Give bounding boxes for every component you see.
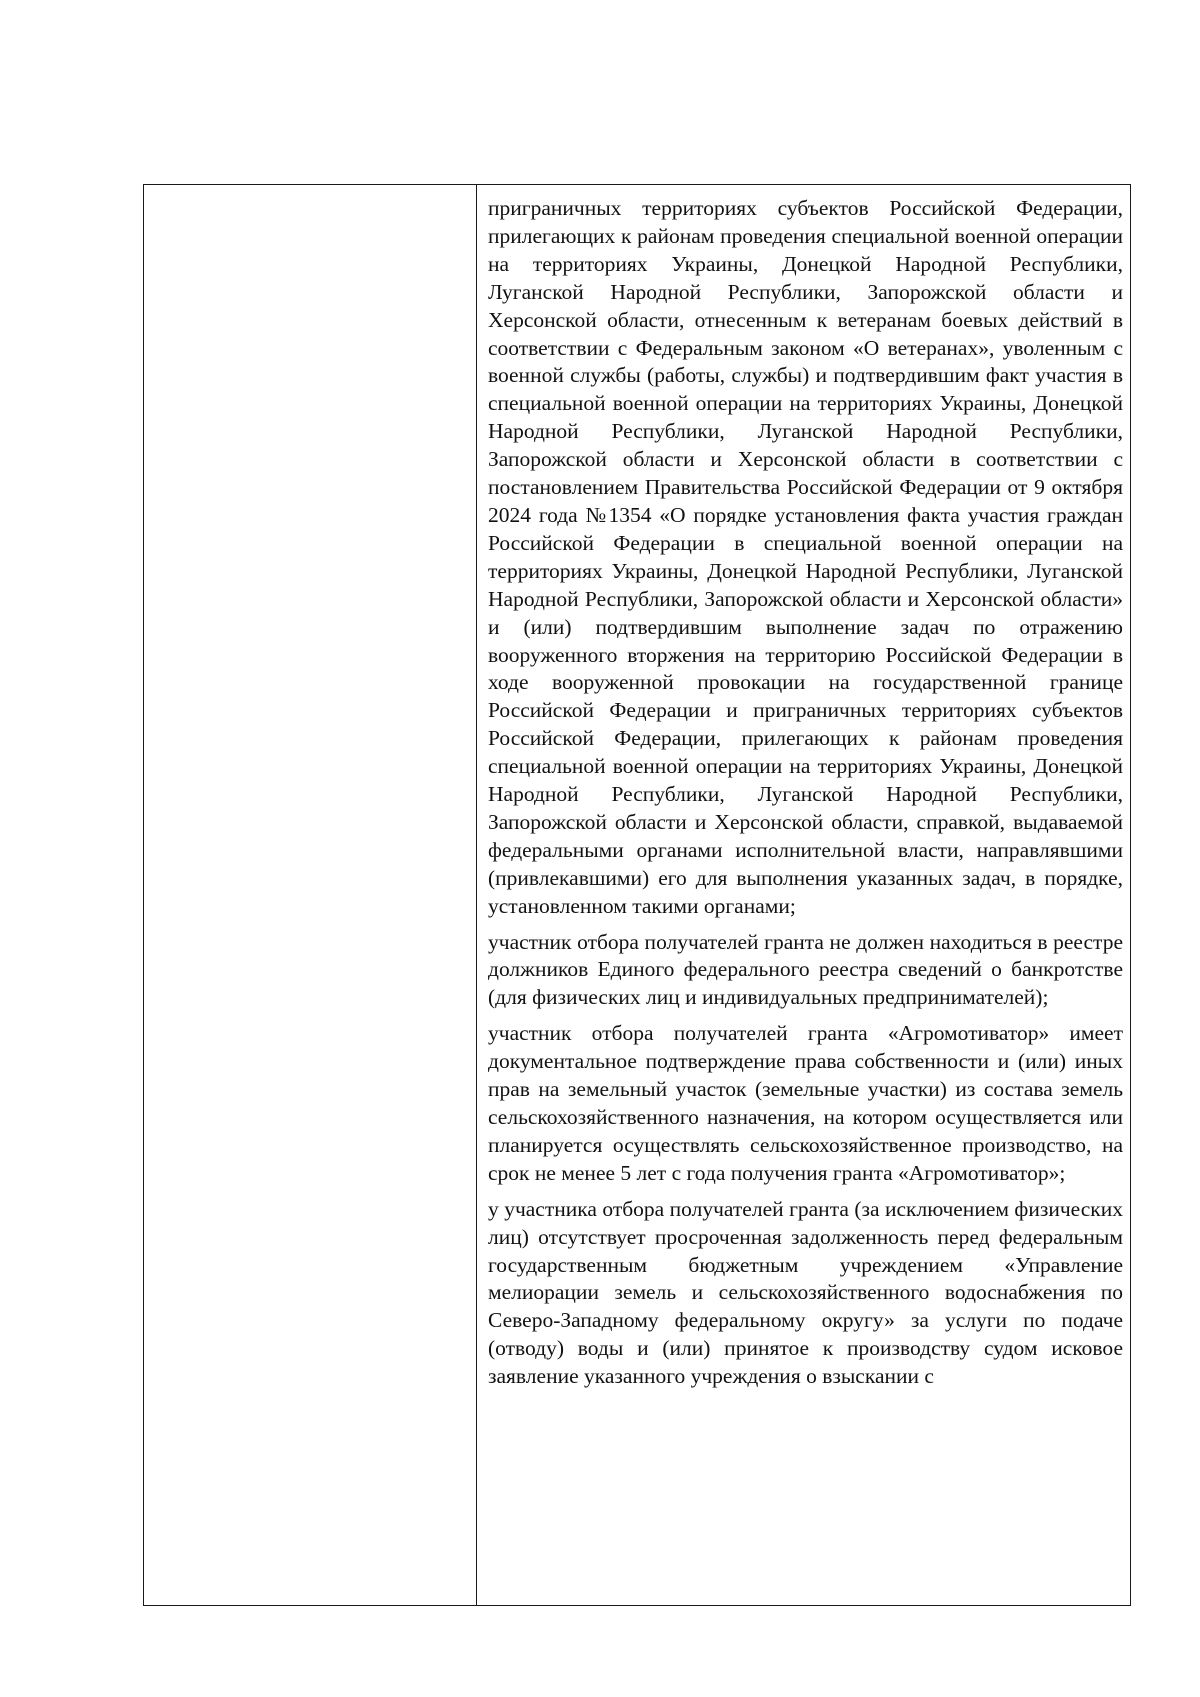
paragraph-land-rights: участник отбора получателей гранта «Агромотиватор» имеет документальное подтверждение права собственности и (или) иных прав на земельный участок (земельные участки) из состава земель сельскохозяйственного назначения, на котором осуществляется или планируется осуществлять сельскохозяйственное производство, на срок не менее 5 лет с года получения гранта «Агромотиватор»; xyxy=(488,1021,1123,1185)
paragraph-water-debt: у участника отбора получателей гранта (за исключением физических лиц) отсутствует просроченная задолженность перед федеральным государственным бюджетным учреждением «Управление мелиорации земель и сельскохозяйственного водоснабжения по Северо-Западному федеральному округу» за услуги по подаче (отводу) воды и (или) принятое к производству судом исковое заявление указанного учреждения о взыскании с xyxy=(488,1196,1123,1389)
paragraph-bankruptcy-registry: участник отбора получателей гранта не должен находиться в реестре должников Единого федерального реестра сведений о банкротстве (для физических лиц и индивидуальных предпринимателей); xyxy=(488,929,1123,1010)
paragraph-veterans-conditions: приграничных территориях субъектов Российской Федерации, прилегающих к районам проведения специальной военной операции на территориях Украины, Донецкой Народной Республики, Луганской Народной Республики, Запорожской области и Херсонской области, отнесенным к ветеранам боевых действий в соответствии с Федеральным законом «О ветеранах», уволенным с военной службы (работы, службы) и подтвердившим факт участия в специальной военной операции на территориях Украины, Донецкой Народной Республики, Луганской Народной Республики, Запорожской области и Херсонской области в соответствии с постановлением Правительства Российской Федерации от 9 октября 2024 года №1354 «О порядке установления факта участия граждан Российской Федерации в специальной военной операции на территориях Украины, Донецкой Народной Республики, Луганской Народной Республики, Запорожской области и Херсонской области» и (или) подтвердившим выполнение задач по отражению вооруженного вторжения на территорию Российской Федерации в ходе вооруженной провокации на государственной границе Российской Федерации и приграничных территориях субъектов Российской Федерации, прилегающих к районам проведения специальной военной операции на территориях Украины, Донецкой Народной Республики, Луганской Народной Республики, Запорожской области и Херсонской области, справкой, выдаваемой федеральными органами исполнительной власти, направлявшими (привлекавшими) его для выполнения указанных задач, в порядке, установленном такими органами; xyxy=(488,196,1123,918)
document-table xyxy=(143,184,1131,1606)
table-left-cell xyxy=(144,185,477,1605)
table-right-cell xyxy=(477,185,1130,1605)
